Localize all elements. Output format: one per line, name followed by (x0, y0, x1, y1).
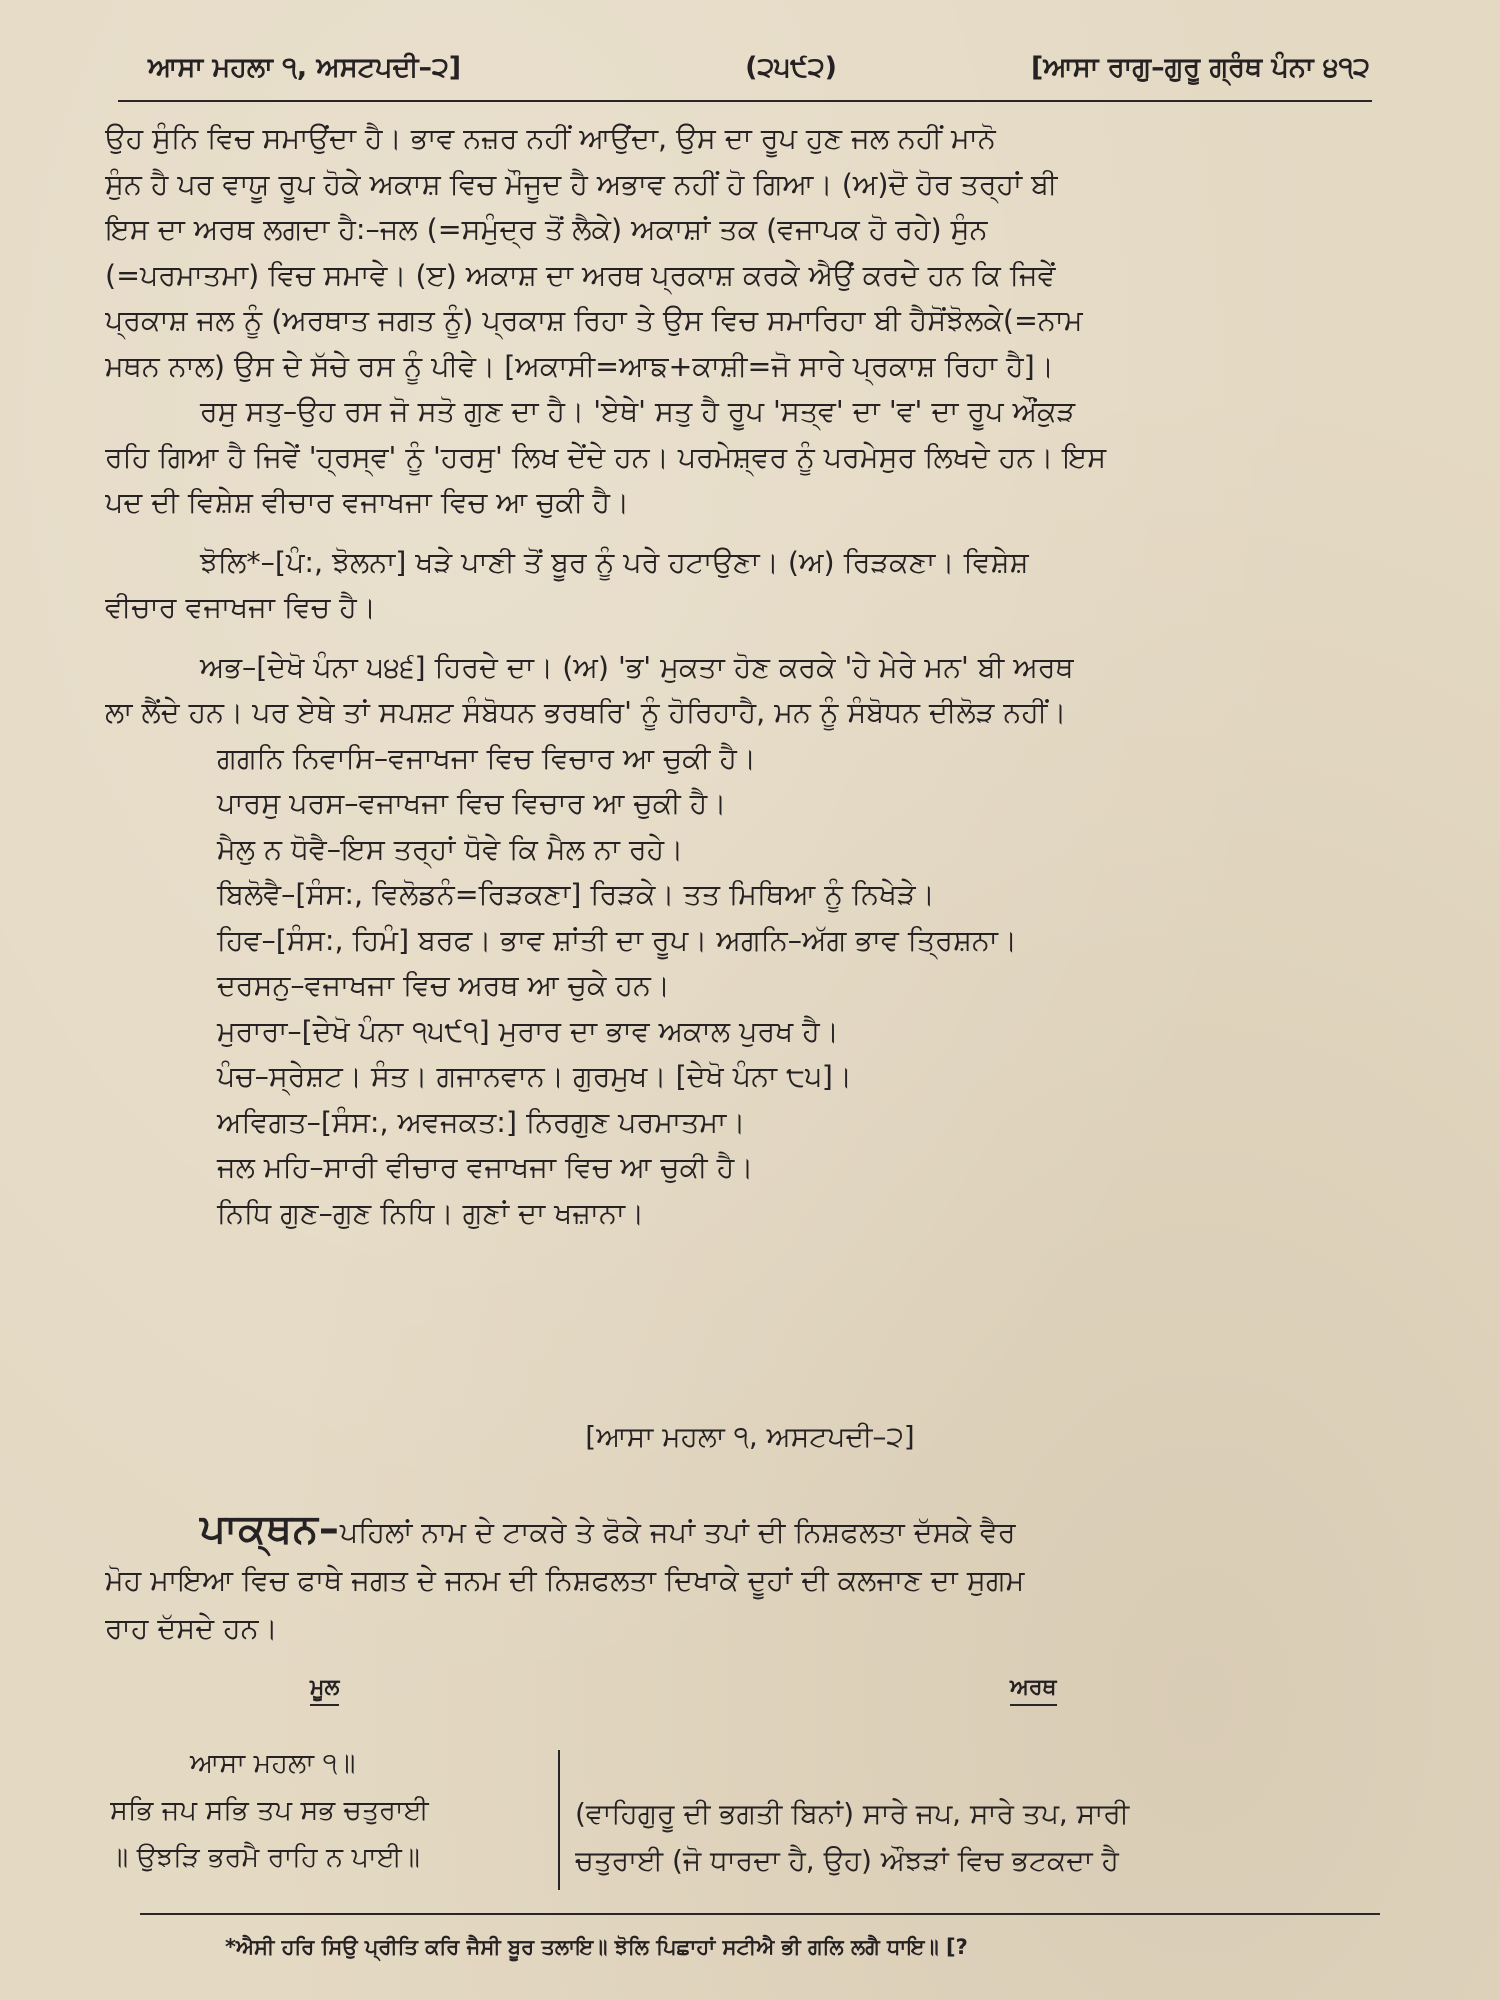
body-line: ਪੰਚ–ਸ੍ਰੇਸ਼ਟ। ਸੰਤ। ਗਜਾਨਵਾਨ। ਗੁਰਮੁਖ। [ਦੇਖੋ ਪੰਨਾ ੮੫]। (217, 1060, 853, 1093)
paragraph-gap (105, 526, 1372, 540)
body-line: ਰਹਿ ਗਿਆ ਹੈ ਜਿਵੇਂ 'ਹ੍ਰਸ੍ਵ' ਨੂੰ 'ਹਰਸੁ' ਲਿਖ ਦੇਂਦੇ ਹਨ। ਪਰਮੇਸ਼੍ਵਰ ਨੂੰ ਪਰਮੇਸੁਰ ਲਿਖਦੇ ਹਨ। ਇਸ (105, 440, 1107, 474)
mool-line: ॥ ਉਝੜਿ ਭਰਮੈ ਰਾਹਿ ਨ ਪਾਈ॥ (110, 1842, 420, 1873)
body-line: ਪ੍ਰਕਾਸ਼ ਜਲ ਨੂੰ (ਅਰਥਾਤ ਜਗਤ ਨੂੰ) ਪ੍ਰਕਾਸ਼ ਰਿਹਾ ਤੇ ਉਸ ਵਿਚ ਸਮਾਰਿਹਾ ਬੀ ਹੈਸੋਂਝੋਲਕੇ(=ਨਾਮ (105, 304, 1083, 337)
preface-line-2: ਮੋਹ ਮਾਇਆ ਵਿਚ ਫਾਥੇ ਜਗਤ ਦੇ ਜਨਮ ਦੀ ਨਿਸ਼ਫਲਤਾ ਦਿਖਾਕੇ ਦੂਹਾਂ ਦੀ ਕਲਜਾਣ ਦਾ ਸੁਗਮ (105, 1564, 1025, 1597)
arth-line: (ਵਾਹਿਗੁਰੂ ਦੀ ਭਗਤੀ ਬਿਨਾਂ) ਸਾਰੇ ਜਪ, ਸਾਰੇ ਤਪ, ਸਾਰੀ (575, 1797, 1130, 1830)
preface-lead: ਪਾਕ੍ਥਨ– (200, 1506, 340, 1552)
body-line: ਹਿਵ–[ਸੰਸ:, ਹਿਮੰ] ਬਰਫ। ਭਾਵ ਸ਼ਾਂਤੀ ਦਾ ਰੂਪ। ਅਗਨਿ–ਅੱਗ ਭਾਵ ਤ੍ਰਿਸ਼ਨਾ। (217, 923, 1018, 957)
arth-line: ਚਤੁਰਾਈ (ਜੋ ਧਾਰਦਾ ਹੈ, ਉਹ) ਔਝੜਾਂ ਵਿਚ ਭਟਕਦਾ ਹੈ (575, 1844, 1119, 1877)
mool-column (110, 1740, 550, 1881)
header-left: ਆਸਾ ਮਹਲਾ ੧, ਅਸਟਪਦੀ–੨] (148, 52, 462, 83)
body-line: ਪਾਰਸੁ ਪਰਸ–ਵਜਾਖਜਾ ਵਿਚ ਵਿਚਾਰ ਆ ਚੁਕੀ ਹੈ। (217, 787, 727, 820)
body-line: ਮੈਲੁ ਨ ਧੋਵੈ–ਇਸ ਤਰ੍ਹਾਂ ਧੋਵੇ ਕਿ ਮੈਲ ਨਾ ਰਹੇ। (217, 832, 684, 866)
arth-heading: ਅਰਥ (1010, 1675, 1057, 1706)
body-line: (=ਪਰਮਾਤਮਾ) ਵਿਚ ਸਮਾਵੇ। (ੲ) ਅਕਾਸ਼ ਦਾ ਅਰਥ ਪ੍ਰਕਾਸ਼ ਕਰਕੇ ਐਉਂ ਕਰਦੇ ਹਨ ਕਿ ਜਿਵੇਂ (105, 258, 1056, 292)
preface-line-1 (105, 1505, 1372, 1557)
body-line: ਜਲ ਮਹਿ–ਸਾਰੀ ਵੀਚਾਰ ਵਜਾਖਜਾ ਵਿਚ ਆ ਚੁਕੀ ਹੈ। (217, 1151, 754, 1184)
mool-line: ਆਸਾ ਮਹਲਾ ੧॥ (190, 1748, 356, 1779)
body-line: ਦਰਸਨੁ–ਵਜਾਖਜਾ ਵਿਚ ਅਰਥ ਆ ਚੁਕੇ ਹਨ। (217, 969, 670, 1002)
paragraph-gap (105, 631, 1372, 645)
body-line: ਅਭ–[ਦੇਖੋ ਪੰਨਾ ੫੪੬] ਹਿਰਦੇ ਦਾ। (ਅ) 'ਭ' ਮੁਕਤਾ ਹੋਣ ਕਰਕੇ 'ਹੇ ਮੇਰੇ ਮਨ' ਬੀ ਅਰਥ (200, 650, 1074, 684)
body-line: ਵੀਚਾਰ ਵਜਾਖਜਾ ਵਿਚ ਹੈ। (105, 591, 376, 624)
header-rule (118, 100, 1372, 102)
header-right: [ਆਸਾ ਰਾਗੁ–ਗੁਰੂ ਗ੍ਰੰਥ ਪੰਨਾ ੪੧੨ (1031, 52, 1370, 83)
footnote-rule (140, 1913, 1380, 1915)
column-headings (0, 1675, 1500, 1715)
body-line: ਬਿਲੋਵੈ–[ਸੰਸ:, ਵਿਲੋਡਨੰ=ਰਿੜਕਣਾ] ਰਿੜਕੇ। ਤਤ ਮਿਥਿਆ ਨੂੰ ਨਿਖੇੜੇ। (217, 878, 935, 911)
body-line: ਮੁਰਾਰਾ–[ਦੇਖੋ ਪੰਨਾ ੧੫੯੧] ਮੁਰਾਰ ਦਾ ਭਾਵ ਅਕਾਲ ਪੁਰਖ ਹੈ। (217, 1014, 839, 1048)
preface-line-3: ਰਾਹ ਦੱਸਦੇ ਹਨ। (105, 1612, 278, 1645)
column-divider (558, 1750, 560, 1890)
commentary-body (105, 116, 1372, 1236)
body-line: ਇਸ ਦਾ ਅਰਥ ਲਗਦਾ ਹੈ:–ਜਲ (=ਸਮੁੰਦ੍ਰ ਤੋਂ ਲੈਕੇ) ਅਕਾਸ਼ਾਂ ਤਕ (ਵਜਾਪਕ ਹੋ ਰਹੇ) ਸੁੰਨ (105, 213, 988, 246)
footnote: *ਐਸੀ ਹਰਿ ਸਿਉ ਪ੍ਰੀਤਿ ਕਰਿ ਜੈਸੀ ਬੂਰ ਤਲਾਇ॥ ਝੋਲਿ ਪਿਛਾਹਾਂ ਸਟੀਐ ਭੀ ਗਲਿ ਲਗੈ ਧਾਇ॥ [? (225, 1935, 968, 1959)
mool-line: ਸਭਿ ਜਪ ਸਭਿ ਤਪ ਸਭ ਚਤੁਰਾਈ (110, 1795, 429, 1826)
body-line: ਪਦ ਦੀ ਵਿਸ਼ੇਸ਼ ਵੀਚਾਰ ਵਜਾਖਜਾ ਵਿਚ ਆ ਚੁਕੀ ਹੈ। (105, 486, 630, 519)
body-line: ਝੋਲਿ*–[ਪੰ:, ਝੋਲਨਾ] ਖੜੇ ਪਾਣੀ ਤੋਂ ਬੂਰ ਨੂੰ ਪਰੇ ਹਟਾਉਣਾ। (ਅ) ਰਿੜਕਣਾ। ਵਿਸ਼ੇਸ਼ (200, 545, 1029, 579)
mool-heading: ਮੂਲ (310, 1675, 339, 1706)
preface-text-1: ਪਹਿਲਾਂ ਨਾਮ ਦੇ ਟਾਕਰੇ ਤੇ ਫੋਕੇ ਜਪਾਂ ਤਪਾਂ ਦੀ ਨਿਸ਼ਫਲਤਾ ਦੱਸਕੇ ਵੈਰ (339, 1516, 1016, 1549)
body-line: ਮਥਨ ਨਾਲ) ਉਸ ਦੇ ਸੱਚੇ ਰਸ ਨੂੰ ਪੀਵੇ। [ਅਕਾਸੀ=ਆਙ+ਕਾਸ਼ੀ=ਜੋ ਸਾਰੇ ਪ੍ਰਕਾਸ਼ ਰਿਹਾ ਹੈ]। (105, 349, 1054, 383)
body-line: ਲਾ ਲੈਂਦੇ ਹਨ। ਪਰ ਏਥੇ ਤਾਂ ਸਪਸ਼ਟ ਸੰਬੋਧਨ ਭਰਥਰਿ' ਨੂੰ ਹੋਰਿਹਾਹੈ, ਮਨ ਨੂੰ ਸੰਬੋਧਨ ਦੀਲੋੜ ਨਹੀਂ। (105, 696, 1067, 729)
header-page-number: (੨੫੯੨) (745, 52, 837, 83)
arth-column (575, 1790, 1375, 1884)
body-line: ਸੁੰਨ ਹੈ ਪਰ ਵਾਯੂ ਰੂਪ ਹੋਕੇ ਅਕਾਸ਼ ਵਿਚ ਮੌਜੂਦ ਹੈ ਅਭਾਵ ਨਹੀਂ ਹੋ ਗਿਆ। (ਅ)ਦੋ ਹੋਰ ਤਰ੍ਹਾਂ ਬੀ (105, 167, 1058, 201)
running-header (148, 52, 1370, 84)
body-line: ਰਸੁ ਸਤੁ–ਉਹ ਰਸ ਜੋ ਸਤੋ ਗੁਣ ਦਾ ਹੈ। 'ਏਥੇ' ਸਤੁ ਹੈ ਰੂਪ 'ਸਤ੍ਵ' ਦਾ 'ਵ' ਦਾ ਰੂਪ ਔਂਕੁੜ (200, 395, 1076, 428)
body-line: ਅਵਿਗਤ–[ਸੰਸ:, ਅਵਜਕਤ:] ਨਿਰਗੁਣ ਪਰਮਾਤਮਾ। (217, 1105, 746, 1139)
preface-block (105, 1505, 1372, 1653)
section-heading: [ਆਸਾ ਮਹਲਾ ੧, ਅਸਟਪਦੀ–੨] (585, 1420, 915, 1453)
body-line: ਉਹ ਸੁੰਨਿ ਵਿਚ ਸਮਾਉਂਦਾ ਹੈ। ਭਾਵ ਨਜ਼ਰ ਨਹੀਂ ਆਉਂਦਾ, ਉਸ ਦਾ ਰੂਪ ਹੁਣ ਜਲ ਨਹੀਂ ਮਾਨੋ (105, 122, 996, 155)
body-line: ਗਗਨਿ ਨਿਵਾਸਿ–ਵਜਾਖਜਾ ਵਿਚ ਵਿਚਾਰ ਆ ਚੁਕੀ ਹੈ। (217, 741, 757, 775)
body-line: ਨਿਧਿ ਗੁਣ–ਗੁਣ ਨਿਧਿ। ਗੁਣਾਂ ਦਾ ਖਜ਼ਾਨਾ। (217, 1196, 645, 1230)
